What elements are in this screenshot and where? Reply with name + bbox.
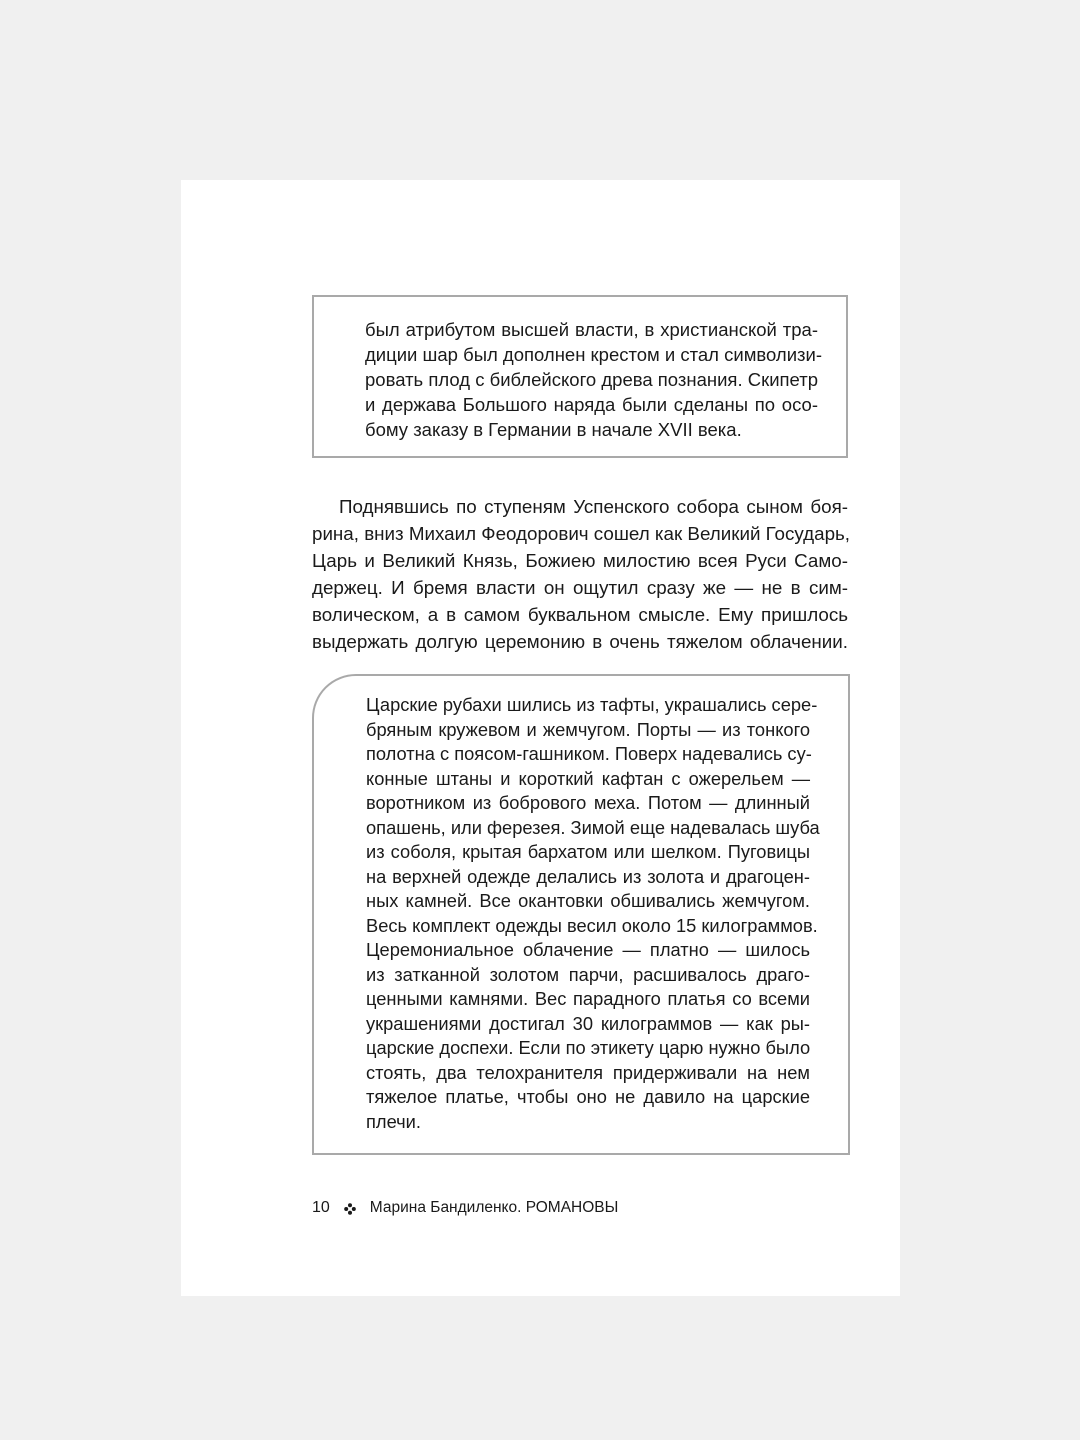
box-top-line: и держава Большого наряда были сделаны по осо- — [365, 394, 818, 415]
main-paragraph — [312, 493, 851, 655]
box-bottom-line: конные штаны и короткий кафтан с ожерельем — — [366, 767, 810, 789]
box-bottom-line: воротником из бобрового меха. Потом — длинный — [366, 792, 810, 813]
paragraph-line: Поднявшись по ступеням Успенского собора сыном боя- — [339, 496, 848, 517]
paragraph-line: держец. И бремя власти он ощутил сразу же — не в сим- — [312, 577, 848, 598]
paragraph-line: волическом, а в самом буквальном смысле. Ему пришлось — [312, 604, 848, 625]
running-title: Марина Бандиленко. РОМАНОВЫ — [369, 1199, 619, 1216]
box-top-line: бому заказу в Германии в начале XVII века. — [365, 419, 742, 440]
box-bottom-line: бряным кружевом и жемчугом. Порты — из тонкого — [366, 718, 810, 740]
box-top-line: был атрибутом высшей власти, в христианской тра- — [365, 319, 818, 340]
quatrefoil-ornament-icon — [344, 1202, 356, 1214]
box-bottom-line: плечи. — [366, 1110, 421, 1132]
box-top-line: ровать плод с библейского древа познания. Скипетр — [365, 369, 818, 390]
box-top-line: диции шар был дополнен крестом и стал символизи- — [365, 344, 823, 365]
paragraph-line: рина, вниз Михаил Феодорович сошел как Великий Государь, — [312, 523, 851, 544]
box-bottom-line: стоять, два телохранителя придерживали на нем — [366, 1061, 810, 1083]
page-footer — [312, 1197, 618, 1219]
sidebar-box-bottom — [312, 674, 850, 1155]
box-bottom-line: опашень, или ферезея. Зимой еще надевалась шуба — [366, 816, 820, 838]
paragraph-line: выдержать долгую церемонию в очень тяжелом облачении. — [312, 631, 848, 652]
box-bottom-line: Церемониальное облачение — платно — шилось — [366, 939, 810, 960]
paragraph-line: Царь и Великий Князь, Божиею милостию всея Руси Само- — [312, 550, 848, 571]
box-bottom-line: на верхней одежде делались из золота и драгоцен- — [366, 865, 810, 887]
box-bottom-line: из затканной золотом парчи, расшивалось драго- — [366, 963, 810, 985]
box-bottom-line: тяжелое платье, чтобы оно не давило на царские — [366, 1086, 810, 1107]
box-bottom-line: ных камней. Все окантовки обшивались жемчугом. — [366, 890, 810, 911]
sidebar-box-top — [312, 295, 848, 458]
box-bottom-line: ценными камнями. Вес парадного платья со всеми — [366, 988, 810, 1009]
page-number: 10 — [312, 1199, 330, 1216]
box-bottom-line: украшениями достигал 30 килограммов — как ры- — [366, 1012, 810, 1034]
box-bottom-line: Царские рубахи шились из тафты, украшались сере- — [366, 694, 818, 715]
box-bottom-line: из соболя, крытая бархатом или шелком. Пуговицы — [366, 841, 810, 862]
box-bottom-line: Весь комплект одежды весил около 15 килограммов. — [366, 914, 818, 936]
book-page — [181, 180, 900, 1296]
box-bottom-line: полотна с поясом-гашником. Поверх надевались су- — [366, 743, 812, 764]
box-bottom-line: царские доспехи. Если по этикету царю нужно было — [366, 1037, 811, 1058]
